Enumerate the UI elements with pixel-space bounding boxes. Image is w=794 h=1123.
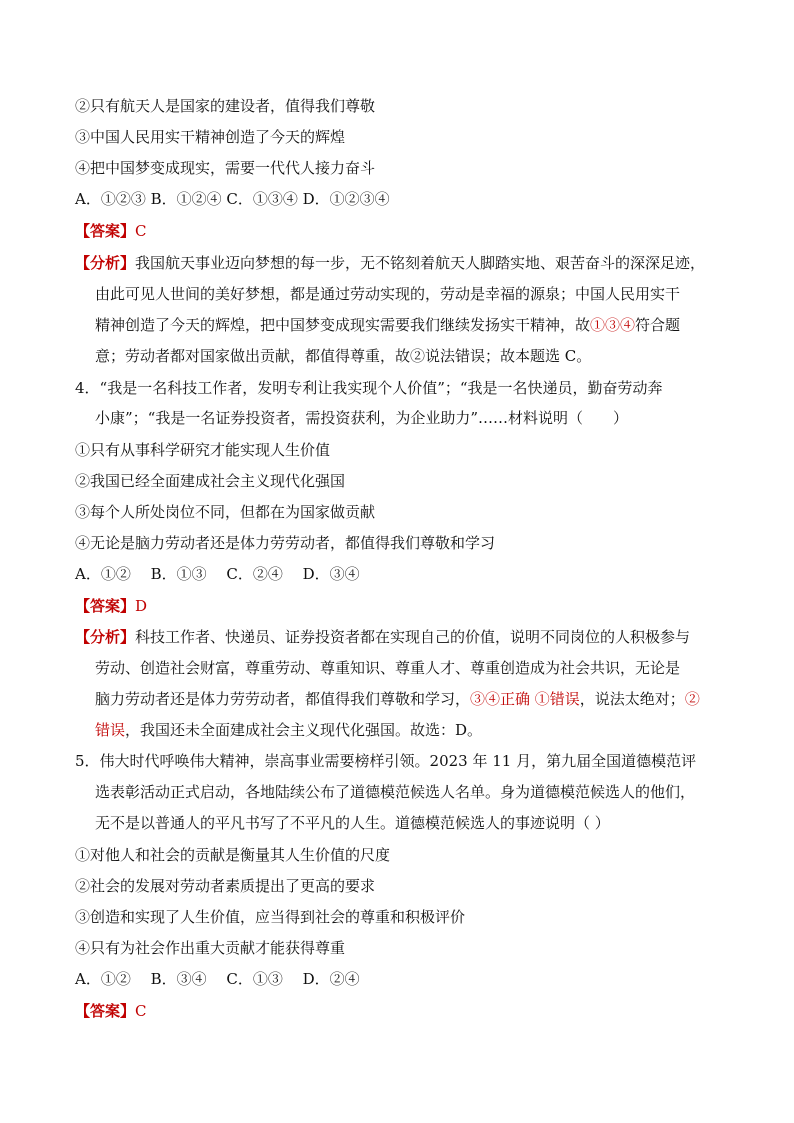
answer-tag: 【答案】 xyxy=(75,1002,136,1020)
analysis-highlight: 错误 xyxy=(95,721,126,739)
q4-option-3: ③每个人所处岗位不同，但都在为国家做贡献 xyxy=(75,503,376,521)
analysis-text: ，我国还未全面建成社会主义现代化强国。故选：D。 xyxy=(125,721,483,739)
q3-analysis-line-1 xyxy=(75,253,735,273)
analysis-tag: 【分析】 xyxy=(75,628,136,646)
q3-analysis-line-4: 意；劳动者都对国家做出贡献，都值得尊重，故②说法错误；故本题选 C。 xyxy=(95,347,592,365)
q5-answer xyxy=(75,1001,735,1021)
q3-option-4: ④把中国梦变成现实，需要一代代人接力奋斗 xyxy=(75,159,376,177)
answer-tag: 【答案】 xyxy=(75,222,136,240)
q4-answer xyxy=(75,596,735,616)
q4-analysis-line-3 xyxy=(95,689,755,709)
answer-tag: 【答案】 xyxy=(75,597,136,615)
q4-option-2: ②我国已经全面建成社会主义现代化强国 xyxy=(75,472,346,490)
analysis-text: ，说法太绝对； xyxy=(579,690,685,708)
q4-analysis-line-2: 劳动、创造社会财富，尊重劳动、尊重知识、尊重人才、尊重创造成为社会共识，无论是 xyxy=(95,659,681,677)
q5-option-4: ④只有为社会作出重大贡献才能获得尊重 xyxy=(75,939,346,957)
q4-analysis-line-1 xyxy=(75,627,735,647)
analysis-text: 脑力劳动者还是体力劳劳动者，都值得我们尊敬和学习， xyxy=(95,690,471,708)
q3-choices: A．①②③ B．①②④ C．①③④ D．①②③④ xyxy=(75,190,390,208)
q3-option-2: ②只有航天人是国家的建设者，值得我们尊敬 xyxy=(75,97,376,115)
analysis-highlight: ② xyxy=(684,690,700,708)
analysis-text: 精神创造了今天的辉煌，把中国梦变成现实需要我们继续发扬实干精神，故 xyxy=(95,316,591,334)
analysis-tag: 【分析】 xyxy=(75,254,136,272)
q5-option-2: ②社会的发展对劳动者素质提出了更高的要求 xyxy=(75,877,376,895)
q5-option-3: ③创造和实现了人生价值，应当得到社会的尊重和积极评价 xyxy=(75,908,466,926)
analysis-highlight: ③④正确 ①错误 xyxy=(470,690,580,708)
analysis-highlight: ①③④ xyxy=(590,316,636,334)
q3-analysis-line-3 xyxy=(95,315,755,335)
q4-option-4: ④无论是脑力劳动者还是体力劳劳动者，都值得我们尊敬和学习 xyxy=(75,534,496,552)
q4-choices: A．①② B．①③ C．②④ D．③④ xyxy=(75,565,360,583)
q5-stem-line-2: 选表彰活动正式启动，各地陆续公布了道德模范候选人名单。身为道德模范候选人的他们， xyxy=(95,783,696,801)
q5-stem-line-1: 5．伟大时代呼唤伟大精神，崇高事业需要榜样引领。2023 年 11 月，第九届全国道德模范评 xyxy=(75,752,697,770)
answer-value: C xyxy=(135,222,147,240)
q5-stem-line-3: 无不是以普通人的平凡书写了不平凡的人生。道德模范候选人的事迹说明（ ） xyxy=(95,814,610,832)
q5-choices: A．①② B．③④ C．①③ D．②④ xyxy=(75,970,360,988)
answer-value: C xyxy=(135,1002,147,1020)
analysis-text: 科技工作者、快递员、证券投资者都在实现自己的价值，说明不同岗位的人积极参与 xyxy=(135,628,691,646)
q4-option-1: ①只有从事科学研究才能实现人生价值 xyxy=(75,441,331,459)
q4-stem-line-2: 小康”；“我是一名证券投资者，需投资获利，为企业助力”……材料说明（ ） xyxy=(95,409,629,427)
q4-stem-line-1: 4．“我是一名科技工作者，发明专利让我实现个人价值”；“我是一名快递员，勤奋劳动奔 xyxy=(75,379,663,397)
q3-answer xyxy=(75,221,735,241)
q4-analysis-line-4 xyxy=(95,720,755,740)
answer-value: D xyxy=(135,597,148,615)
q5-option-1: ①对他人和社会的贡献是衡量其人生价值的尺度 xyxy=(75,846,391,864)
analysis-text: 符合题 xyxy=(635,316,681,334)
analysis-text: 我国航天事业迈向梦想的每一步，无不铭刻着航天人脚踏实地、艰苦奋斗的深深足迹， xyxy=(135,254,706,272)
q3-option-3: ③中国人民用实干精神创造了今天的辉煌 xyxy=(75,128,346,146)
q3-analysis-line-2: 由此可见人世间的美好梦想，都是通过劳动实现的，劳动是幸福的源泉；中国人民用实干 xyxy=(95,285,681,303)
